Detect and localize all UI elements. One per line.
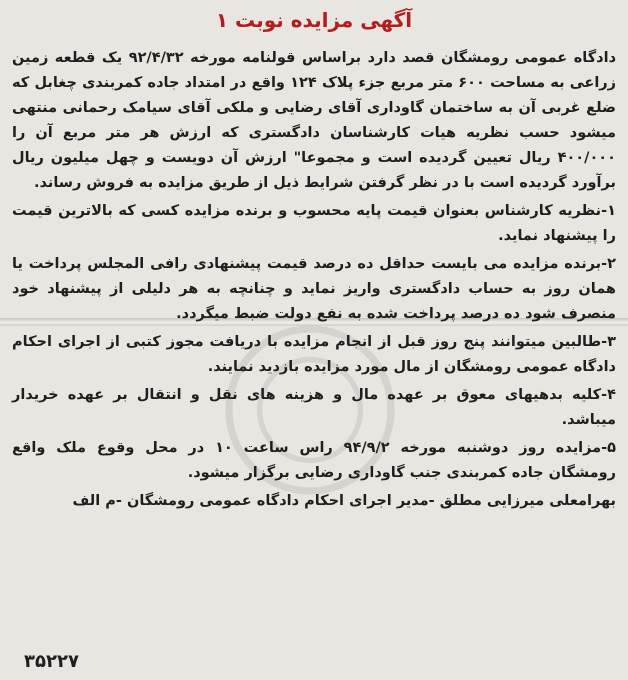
ad-condition-5: ۵-مزایده روز دوشنبه مورخه ۹۴/۹/۲ راس ساعت ۱۰ در محل وقوع ملک واقع رومشگان جاده کمربندی جنب گاوداری رضایی برگزار میشود. xyxy=(12,440,616,481)
ad-intro: دادگاه عمومی رومشگان قصد دارد براساس قولنامه مورخه ۹۲/۴/۳۲ یک قطعه زمین زراعی به مساحت ۶۰۰ متر مربع جزء پلاک ۱۲۴ واقع در امتداد جاده کمربندی چغابل که ضلع غربی آن به ساختمان گاوداری آقای رضایی و ملکی آقای سیامک رحمانی منتهی میشود حسب نظریه هیات کارشناسان دادگستری که ارزش هر متر مربع آن را ۴۰۰/۰۰۰ ریال تعیین گردیده است و مجموعا" ارزش آن دویست و چهل میلیون ریال برآورد گردیده است با در نظر گرفتن شرایط ذیل از طریق مزایده به فروش رساند. xyxy=(12,50,617,191)
ad-title: آگهی مزایده نوبت ۱ xyxy=(215,8,413,32)
ad-number: ۳۵۲۲۷ xyxy=(24,651,79,672)
ad-condition-3: ۳-طالبین میتوانند پنج روز قبل از انجام مزایده با دریافت مجوز کتبی از اجرای احکام دادگاه عمومی رومشگان از مال مورد مزایده بازدید نمایند. xyxy=(12,334,616,375)
ad-condition-1: ۱-نظریه کارشناس بعنوان قیمت پایه محسوب و برنده مزایده کسی که بالاترین قیمت را پیشنهاد نماید. xyxy=(12,203,616,244)
ad-condition-4: ۴-کلیه بدهیهای معوق بر عهده مال و هزینه های نقل و انتقال بر عهده خریدار میباشد. xyxy=(12,387,616,428)
ad-signature: بهرامعلی میرزایی مطلق -مدیر اجرای احکام دادگاه عمومی رومشگان -م الف xyxy=(72,493,616,509)
ad-body xyxy=(12,46,616,517)
ad-condition-2: ۲-برنده مزایده می بایست حداقل ده درصد قیمت پیشنهادی رافی المجلس پرداخت یا همان روز به حساب دادگستری واریز نماید و چنانچه به هر دلیلی از پیشنهاد خود منصرف شود ده درصد پرداخت شده به نفع دولت ضبط میگردد. xyxy=(12,256,616,322)
